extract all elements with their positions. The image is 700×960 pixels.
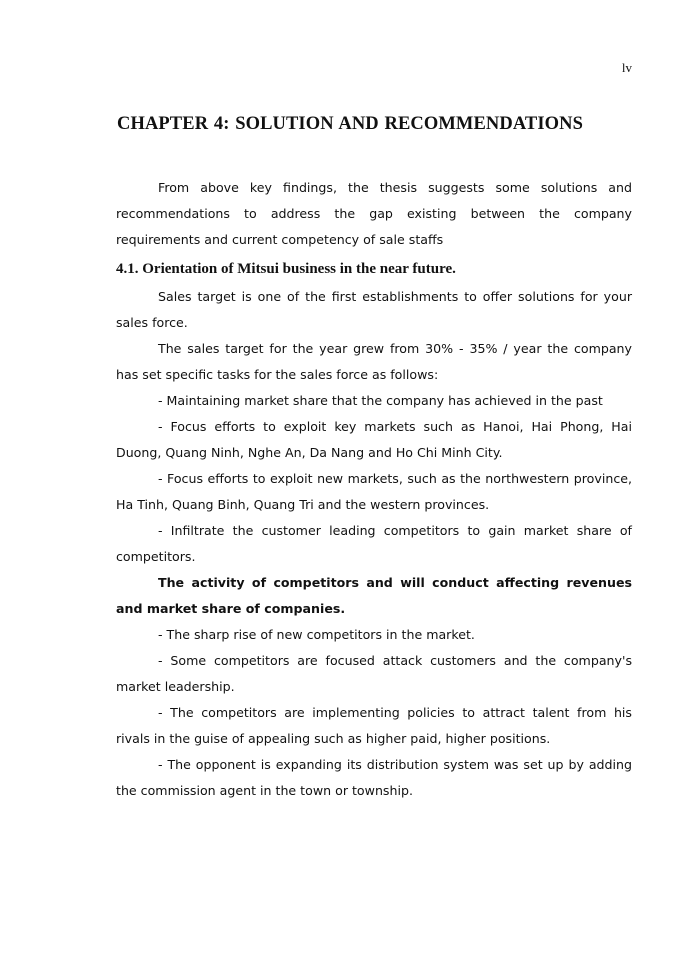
page-number: lv	[621, 60, 632, 75]
competitors-heading: The activity of competitors and will conduct affecting revenues and market share of companies.	[116, 575, 632, 616]
document-body	[116, 175, 632, 804]
task-item-infiltrate: - Infiltrate the customer leading competitors to gain market share of competitors.	[116, 523, 632, 564]
competitor-item-distribution: - The opponent is expanding its distribution system was set up by adding the commission agent in the town or township.	[116, 757, 632, 798]
task-item-maintain-share: - Maintaining market share that the company has achieved in the past	[158, 393, 603, 408]
competitor-item-attack: - Some competitors are focused attack customers and the company's market leadership.	[116, 653, 632, 694]
paragraph-growth: The sales target for the year grew from 30% - 35% / year the company has set specific tasks for the sales force as follows:	[116, 341, 632, 382]
intro-paragraph: From above key findings, the thesis suggests some solutions and recommendations to address the gap existing between the company requirements and current competency of sale staffs	[116, 180, 632, 247]
competitor-item-new-rivals: - The sharp rise of new competitors in the market.	[158, 627, 475, 642]
task-item-key-markets: - Focus efforts to exploit key markets such as Hanoi, Hai Phong, Hai Duong, Quang Ninh, Nghe An, Da Nang and Ho Chi Minh City.	[116, 419, 632, 460]
paragraph-sales-target: Sales target is one of the first establishments to offer solutions for your sales force.	[116, 289, 632, 330]
competitor-item-talent: - The competitors are implementing policies to attract talent from his rivals in the guise of appealing such as higher paid, higher positions.	[116, 705, 632, 746]
section-heading: 4.1. Orientation of Mitsui business in the near future.	[116, 261, 456, 277]
chapter-title: CHAPTER 4: SOLUTION AND RECOMMENDATIONS	[117, 114, 583, 134]
task-item-new-markets: - Focus efforts to exploit new markets, such as the northwestern province, Ha Tinh, Quang Binh, Quang Tri and the western provinces.	[116, 471, 632, 512]
